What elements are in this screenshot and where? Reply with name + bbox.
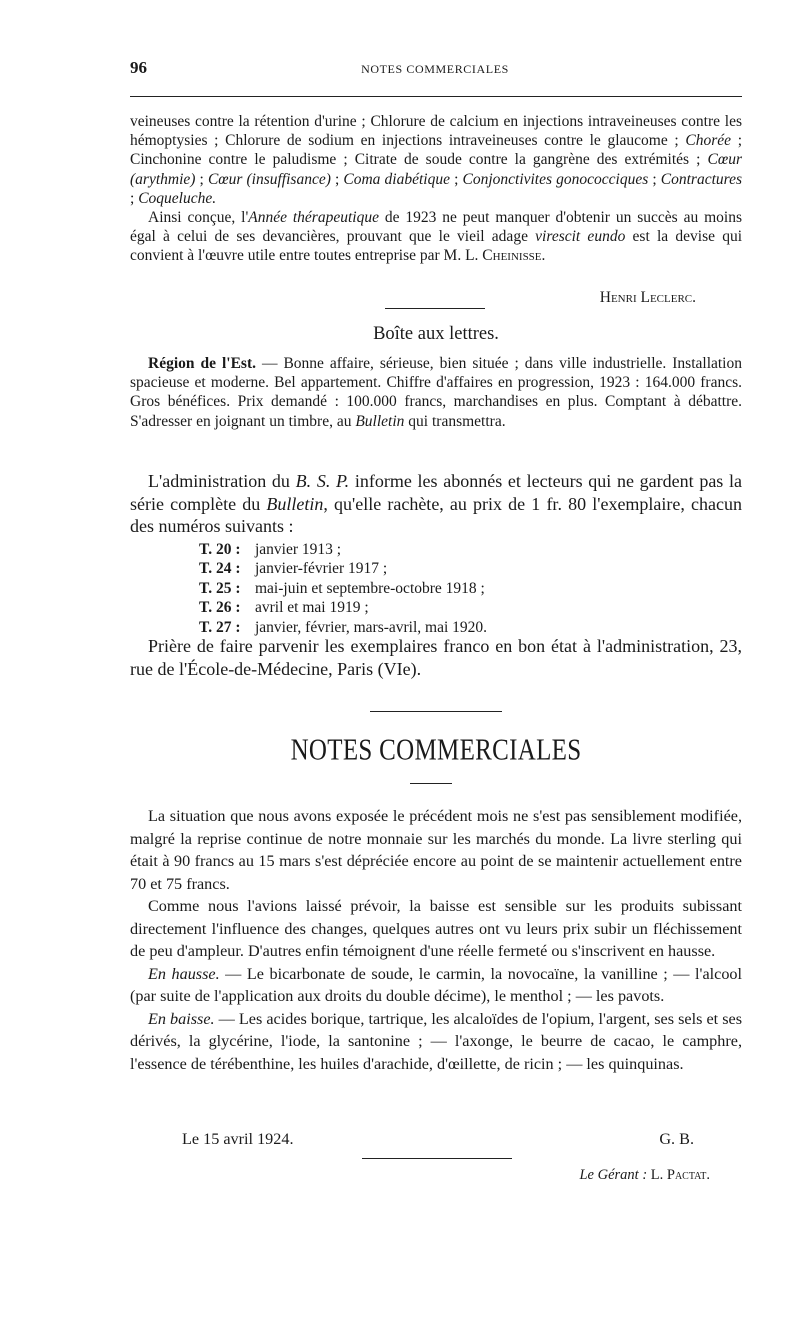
notes-hausse: En hausse. — Le bicarbonate de soude, le carmin, la novocaïne, la vanilline ; — l'alcool (par suite de l'application aux droits du double décime), le menthol ; — les pavots.: [130, 964, 742, 1005]
gerant-name: L. Pactat.: [650, 1167, 710, 1183]
notes-date: Le 15 avril 1924.: [182, 1130, 294, 1148]
notes-baisse: En baisse. — Les acides borique, tartrique, les alcaloïdes de l'opium, l'argent, ses sels et ses dérivés, la glycérine, l'iode, la santonine ; — l'axonge, le beurre de cacao, le camphre, l'essence de térébenthine, les huiles d'arachide, d'œillette, de ricin ; — les quinquinas.: [130, 1009, 742, 1073]
page-number: 96: [130, 58, 147, 77]
gerant-line: [579, 1167, 710, 1184]
list-item: T. 27 : janvier, février, mars-avril, mai 1920.: [199, 618, 488, 636]
heading-ornament: [410, 783, 452, 784]
list-item: T. 26 : avril et mai 1919 ;: [199, 599, 369, 617]
mailbox-paragraph: Région de l'Est. — Bonne affaire, sérieuse, bien située ; dans ville industrielle. Installation spacieuse et moderne. Bel appartement. Chiffre d'affaires en progression, 1923 : 164.000 francs. Gros bénéfices. Prix demandé : 100.000 francs, marchandises en plus. Comptant à débattre. S'adresser en joignant un timbre, au Bulletin qui transmettra.: [130, 355, 742, 430]
notes-paragraph: La situation que nous avons exposée le précédent mois ne s'est pas sensiblement modifiée, malgré la reprise continue de notre monnaie sur les marchés du monde. La livre sterling qui était à 90 francs au 15 mars s'est dépréciée encore au point de se maintenir actuellement entre 70 et 75 francs.: [130, 807, 742, 893]
review-signature: Henri Leclerc.: [599, 289, 696, 306]
review-continuation: [130, 112, 742, 266]
review-paragraph: veineuses contre la rétention d'urine ; Chlorure de calcium en injections intraveineuses contre les hémoptysies ; Chlorure de sodium en injections intraveineuses contre le glaucome ; Chorée ; Cinchonine contre le paludisme ; Citrate de soude contre la gangrène des extrémités ; Cœur (arythmie) ; Cœur (insuffisance) ; Coma diabétique ; Conjonctivites gonococciques ; Contractures ; Coqueluche.: [130, 113, 743, 207]
admin-notice: [130, 470, 742, 538]
mailbox-ad: [130, 354, 742, 431]
admin-closing: [130, 635, 742, 680]
footer-rule: [362, 1158, 512, 1159]
notes-initials: G. B.: [659, 1130, 694, 1148]
running-title: NOTES COMMERCIALES: [361, 62, 509, 76]
admin-paragraph: L'administration du B. S. P. informe les abonnés et lecteurs qui ne gardent pas la série complète du Bulletin, qu'elle rachète, au prix de 1 fr. 80 l'exemplaire, chacun des numéros suivants :: [130, 471, 743, 536]
page-header: [130, 58, 740, 84]
issue-list: [199, 540, 487, 637]
list-item: T. 25 : mai-juin et septembre-octobre 1918 ;: [199, 579, 485, 597]
admin-closing-text: Prière de faire parvenir les exemplaires franco en bon état à l'administration, 23, rue de l'École-de-Médecine, Paris (VIe).: [130, 636, 742, 679]
notes-signature-row: [182, 1130, 694, 1149]
list-item: T. 20 : janvier 1913 ;: [199, 541, 342, 558]
header-rule: [130, 96, 742, 97]
notes-body: [130, 805, 742, 1075]
review-conclusion: Ainsi conçue, l'Année thérapeutique de 1923 ne peut manquer d'obtenir un succès au moins égal à celui de ses devancières, prouvant que le vieil adage virescit eundo est la devise qui convient à l'œuvre utile entre toutes entreprise par M. L. Cheinisse.: [130, 209, 743, 265]
mailbox-heading: Boîte aux lettres.: [373, 324, 499, 344]
section-divider: [370, 711, 502, 712]
list-item: T. 24 : janvier-février 1917 ;: [199, 560, 388, 578]
review-divider: [385, 308, 485, 309]
notes-paragraph: Comme nous l'avions laissé prévoir, la baisse est sensible sur les produits subissant directement l'influence des changes, quelques autres ont vu leurs prix subir un fléchissement de peu d'ampleur. D'autres enfin témoignent d'une réelle fermeté ou s'inscrivent en hausse.: [130, 897, 742, 960]
notes-heading: NOTES COMMERCIALES: [290, 733, 582, 767]
gerant-label: Le Gérant :: [579, 1167, 648, 1183]
